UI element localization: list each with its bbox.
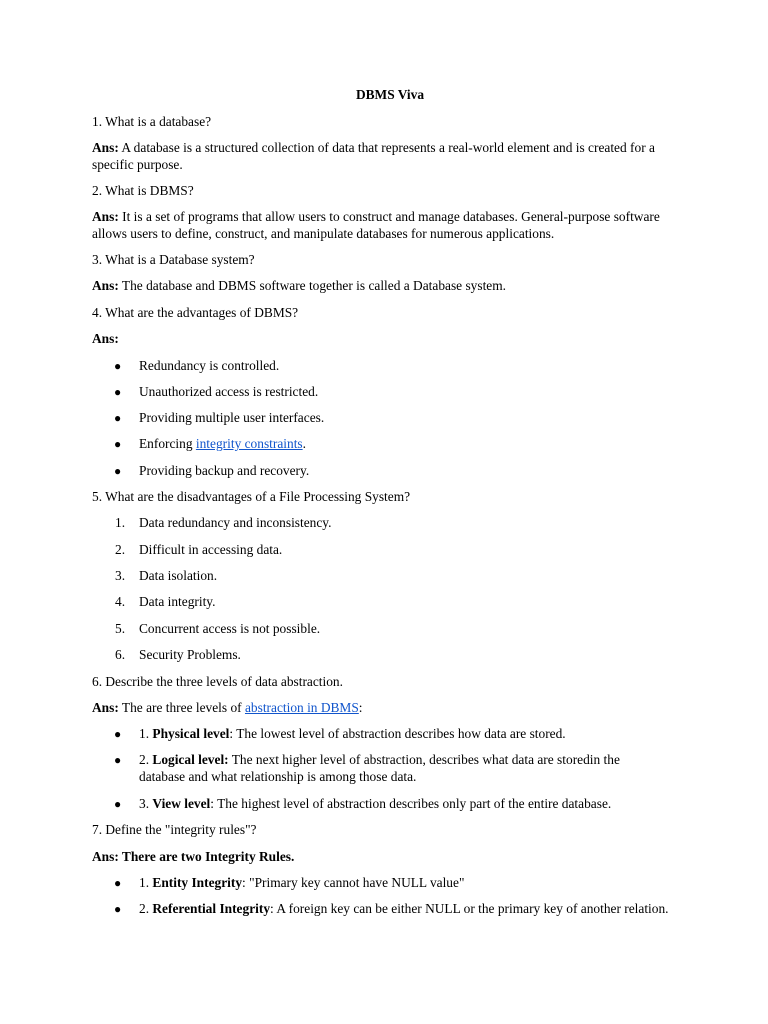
answer-7-label: Ans: There are two Integrity Rules. bbox=[92, 849, 295, 864]
answer-text: The database and DBMS software together is called a Database system. bbox=[118, 278, 507, 293]
list-item: ● Unauthorized access is restricted. bbox=[114, 384, 319, 399]
question-6: 6. Describe the three levels of data abstraction. bbox=[92, 674, 343, 689]
bullet-icon: ● bbox=[114, 797, 122, 811]
question-3: 3. What is a Database system? bbox=[92, 252, 255, 267]
list-item: 5. Concurrent access is not possible. bbox=[115, 621, 321, 636]
list-item: 2. Difficult in accessing data. bbox=[115, 542, 283, 557]
list-item: 1. Data redundancy and inconsistency. bbox=[115, 515, 332, 530]
question-4: 4. What are the advantages of DBMS? bbox=[92, 305, 299, 320]
ans-label: Ans: bbox=[92, 140, 119, 155]
ans-label: Ans: bbox=[92, 209, 119, 224]
bullet-icon: ● bbox=[114, 876, 122, 890]
list-item: 4. Data integrity. bbox=[115, 594, 216, 609]
ans-label: Ans: bbox=[92, 278, 119, 293]
bullet-icon: ● bbox=[114, 359, 122, 373]
question-1: 1. What is a database? bbox=[92, 114, 212, 129]
ans-label: Ans: bbox=[92, 700, 119, 715]
question-2: 2. What is DBMS? bbox=[92, 183, 194, 198]
answer-text: A database is a structured collection of data that represents a real-world element and is created for a specific purpose. bbox=[92, 140, 655, 172]
bullet-icon: ● bbox=[114, 727, 122, 741]
list-item: ● 1. Entity Integrity: "Primary key cannot have NULL value" bbox=[114, 875, 465, 890]
answer-6: Ans: The are three levels of abstraction in DBMS: bbox=[92, 700, 363, 715]
list-item: ● Enforcing integrity constraints. bbox=[114, 436, 306, 451]
answer-4-label: Ans: bbox=[92, 331, 119, 346]
list-item: ● 1. Physical level: The lowest level of abstraction describes how data are stored. bbox=[114, 726, 566, 741]
bullet-icon: ● bbox=[114, 411, 122, 425]
list-item: ● 3. View level: The highest level of abstraction describes only part of the entire database. bbox=[114, 796, 612, 811]
document-title: DBMS Viva bbox=[355, 87, 425, 102]
list-item: 3. Data isolation. bbox=[115, 568, 218, 583]
bullet-icon: ● bbox=[114, 753, 122, 767]
answer-3 bbox=[92, 278, 667, 295]
integrity-constraints-link[interactable]: integrity constraints bbox=[195, 436, 303, 451]
answer-text: It is a set of programs that allow users to construct and manage databases. General-purpose software allows users to define, construct, and manipulate databases for numerous applications. bbox=[92, 209, 660, 241]
abstraction-in-dbms-link[interactable]: abstraction in DBMS bbox=[244, 700, 359, 715]
question-7: 7. Define the "integrity rules"? bbox=[92, 822, 257, 837]
list-item: ● 2. Referential Integrity: A foreign key can be either NULL or the primary key of another relation. bbox=[114, 901, 669, 916]
list-item: 6. Security Problems. bbox=[115, 647, 241, 662]
list-item: ● Providing multiple user interfaces. bbox=[114, 410, 325, 425]
bullet-icon: ● bbox=[114, 437, 122, 451]
list-item: ● Redundancy is controlled. bbox=[114, 358, 280, 373]
bullet-icon: ● bbox=[114, 464, 122, 478]
list-item: ● 2. Logical level: The next higher level of abstraction, describes what data are storedin the database and what relationship is among those data. bbox=[114, 752, 620, 784]
answer-1 bbox=[92, 140, 667, 173]
bullet-icon: ● bbox=[114, 902, 122, 916]
bullet-icon: ● bbox=[114, 385, 122, 399]
question-5: 5. What are the disadvantages of a File Processing System? bbox=[92, 489, 411, 504]
answer-2 bbox=[92, 209, 667, 242]
list-item: ● Providing backup and recovery. bbox=[114, 463, 310, 478]
